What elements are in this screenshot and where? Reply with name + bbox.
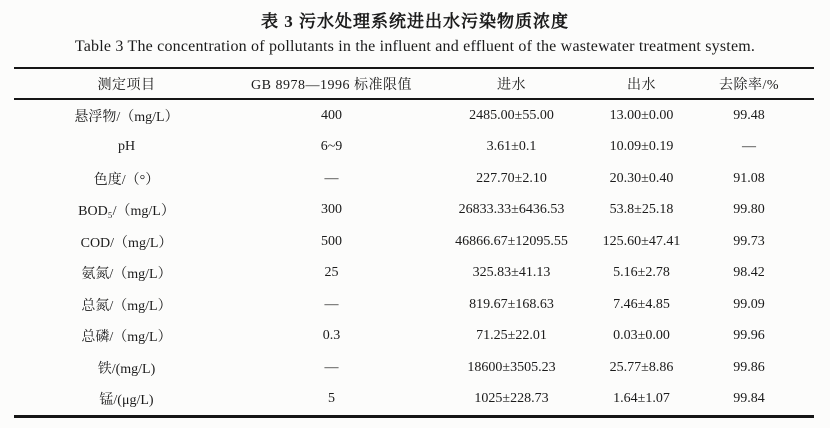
cell-influent: 46866.67±12095.55: [455, 233, 568, 249]
table-row: [14, 258, 814, 290]
header-row: [14, 68, 814, 99]
cell-effluent: 7.46±4.85: [613, 296, 670, 312]
cell-item: 氨氮/（mg/L）: [81, 267, 172, 283]
cell-limit: —: [324, 296, 339, 312]
cell-removal: 99.80: [733, 202, 765, 218]
table-caption-english: Table 3 The concentration of pollutants in the influent and effluent of the wastewater treatment system.: [74, 38, 756, 55]
cell-item: pH: [117, 139, 136, 155]
cell-removal: 99.96: [733, 328, 765, 344]
table-row: [14, 352, 814, 384]
cell-removal: 99.84: [733, 391, 765, 407]
cell-item: 总氮/（mg/L）: [81, 298, 172, 314]
cell-item: 悬浮物/（mg/L）: [74, 109, 179, 125]
table-row: [14, 195, 814, 227]
cell-removal: —: [742, 139, 756, 155]
table-row: [14, 99, 814, 132]
cell-item: 锰/(μg/L): [99, 393, 154, 409]
cell-limit: 5: [328, 391, 335, 407]
cell-influent: 2485.00±55.00: [469, 107, 554, 123]
header-influent: 进水: [424, 68, 599, 99]
table-row: [14, 384, 814, 417]
cell-removal: 99.48: [733, 107, 765, 123]
cell-effluent: 53.8±25.18: [609, 202, 674, 218]
cell-effluent: 0.03±0.00: [613, 328, 670, 344]
cell-influent: 18600±3505.23: [467, 359, 556, 375]
cell-limit: —: [324, 359, 339, 375]
pollutant-concentration-table: [14, 67, 814, 418]
header-standard-limit: GB 8978—1996 标准限值: [239, 68, 424, 99]
cell-removal: 99.73: [733, 233, 765, 249]
table-row: [14, 321, 814, 353]
cell-influent: 71.25±22.01: [476, 328, 547, 344]
cell-limit: 0.3: [322, 328, 341, 344]
cell-effluent: 1.64±1.07: [613, 391, 670, 407]
cell-effluent: 20.30±0.40: [609, 170, 674, 186]
header-measured-item: 测定项目: [14, 68, 239, 99]
cell-effluent: 13.00±0.00: [609, 107, 674, 123]
cell-item: 铁/(mg/L): [97, 361, 156, 377]
cell-influent: 819.67±168.63: [469, 296, 554, 312]
cell-influent: 3.61±0.1: [486, 139, 537, 155]
cell-limit: —: [324, 170, 339, 186]
cell-influent: 26833.33±6436.53: [458, 202, 565, 218]
cell-item: 总磷/（mg/L）: [81, 330, 172, 346]
table-caption-chinese: 表 3 污水处理系统进出水污染物质浓度: [261, 12, 569, 31]
cell-removal: 99.86: [733, 359, 765, 375]
cell-influent: 227.70±2.10: [476, 170, 547, 186]
cell-limit: 300: [321, 202, 342, 218]
table-row: [14, 226, 814, 258]
cell-effluent: 10.09±0.19: [609, 139, 674, 155]
cell-limit: 400: [321, 107, 342, 123]
cell-influent: 325.83±41.13: [472, 265, 551, 281]
cell-limit: 6~9: [320, 139, 343, 155]
header-removal-rate: 去除率/%: [684, 68, 814, 99]
cell-item: COD/（mg/L）: [80, 235, 173, 251]
cell-removal: 91.08: [733, 170, 765, 186]
cell-removal: 98.42: [733, 265, 765, 281]
cell-limit: 500: [321, 233, 342, 249]
cell-effluent: 125.60±47.41: [602, 233, 681, 249]
table-row: [14, 289, 814, 321]
cell-effluent: 25.77±8.86: [609, 359, 674, 375]
cell-effluent: 5.16±2.78: [613, 265, 670, 281]
cell-removal: 99.09: [733, 296, 765, 312]
table-row: [14, 132, 814, 164]
header-effluent: 出水: [599, 68, 684, 99]
cell-item: BOD₅/（mg/L）: [78, 204, 175, 220]
table-row: [14, 163, 814, 195]
cell-influent: 1025±228.73: [474, 391, 549, 407]
cell-limit: 25: [324, 265, 339, 281]
cell-item: 色度/（°）: [93, 172, 160, 188]
